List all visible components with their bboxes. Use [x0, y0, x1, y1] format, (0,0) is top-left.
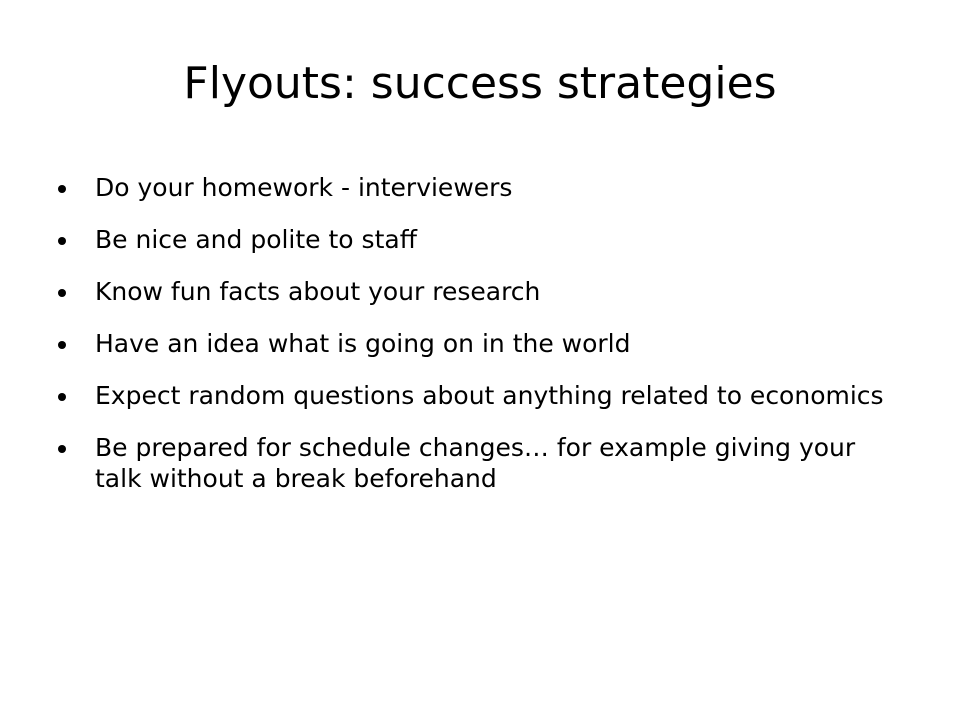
slide-title: Flyouts: success strategies [183, 58, 777, 109]
list-item [58, 328, 888, 359]
list-item [58, 380, 888, 411]
bullet-icon [58, 289, 66, 297]
bullet-text: Do your homework - interviewers [95, 173, 513, 202]
bullet-list [58, 172, 888, 515]
bullet-text: Be nice and polite to staff [95, 225, 417, 254]
list-item [58, 276, 888, 307]
bullet-text: Be prepared for schedule changes… for example giving your talk without a break beforehand [95, 433, 856, 493]
bullet-icon [58, 393, 66, 401]
bullet-icon [58, 237, 66, 245]
list-item [58, 224, 888, 255]
bullet-text: Know fun facts about your research [95, 277, 541, 306]
bullet-text: Have an idea what is going on in the world [95, 329, 631, 358]
bullet-icon [58, 341, 66, 349]
list-item [58, 172, 888, 203]
bullet-icon [58, 185, 66, 193]
list-item [58, 432, 888, 494]
bullet-text: Expect random questions about anything related to economics [95, 381, 884, 410]
bullet-icon [58, 445, 66, 453]
